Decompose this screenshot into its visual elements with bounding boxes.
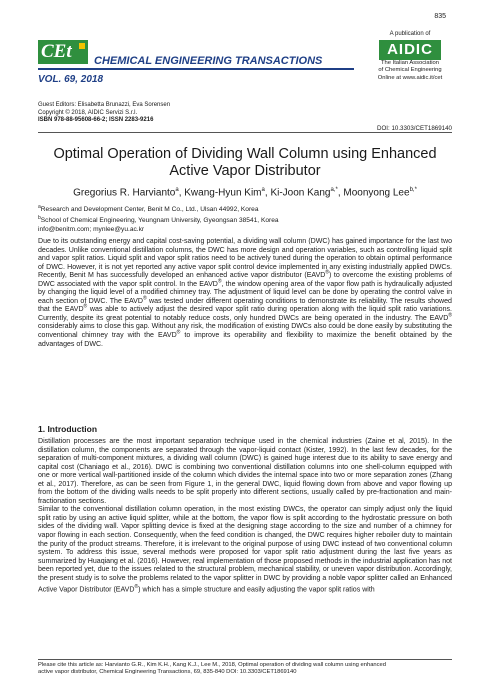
publication-of-label: A publication of	[389, 31, 431, 37]
affiliation: $^a$Research and Development Center, Benit M Co., Ltd., Ulsan 44992, Korea	[38, 204, 259, 214]
header-rule	[38, 68, 354, 70]
abstract: Due to its outstanding energy and capital cost-saving potential, a dividing wall column (DWC) has gained importance for the last two decades. Unlike conventional distillation columns, the DWC has more design and operation variables, such as controlling liquid split and vapor split ratios. Liquid split and vapor split ratios need to be actively tuned during the operation to obtain optimal performance of DWC. However, it is not yet reported any active vapor split control device implemented in any existing industrially applied DWCs. Recently, Benit M has successfully developed an enhanced active vapor distributor (EAVD®) to overcome the existing problems of DWC associated with the vapor split control. In the EAVD®, the window opening area of the vapor flow path is hydraulically adjusted by changing the liquid level of a modified chimney tray. The adjustment of liquid level can be done by operating the control valve in each section of DWC. The EAVD® was tested under different operating conditions to demonstrate its reliability. The results showed that the EAVD® was able to actively adjust the desired vapor split ratio during operation along with the liquid split ratio variations. Currently, despite its great potential to notably reduce costs, only hundred DWCs are being operated in the industry. The EAVD® considerably aims to close this gap. Without any risk, the modification of existing DWCs also could be done easily by substituting the conventional chimney tray with the EAVD® to improve its operability and flexibility to maximize the benefit obtained by the advantages of DWC.	[38, 238, 453, 348]
author-name: Moonyong Lee	[343, 187, 410, 199]
doi: DOI: 10.3303/CET1869140	[377, 125, 452, 132]
paragraph: Similar to the conventional distillation column operation, in the most existing DWCs, the operator can simply adjust only the liquid split ratio by using an active liquid splitter, while at the bottom, the vapor flow is split according to the hydrostatic pressure on both sides of the dividing wall. Vapor splitting device is fixed at the designing stage according to the size and number of a chimney for vapor flowing in each section. Consequently, when the feed condition is changed, the DWC requires higher reboiler duty to maintain the purity of the product streams. Therefore, it is irrelevant to the original purpose of using DWC instead of two conventional column system. To address this issue, several methods were proposed for vapor split ratio adjustment during the last five years as summarized by Huaqiang et al. (2016). However, real implementation of those proposed methods in the industrial application has not been reported yet, due to the issues related to the structural problem, mechanical stability, or uneven vapor distribution. Accordingly, the present study is to solve the problems related to the vapor splitter in DWC by providing a noble vapor splitter called an Enhanced Active Vapor Distributor (EAVD®) which has a simple structure and easily adjusting the vapor split ratios with	[38, 506, 452, 594]
paper-title	[38, 146, 452, 180]
editors-block	[38, 102, 170, 125]
author-list: Gregorius R. Harvianto$^a$, Kwang-Hyun Kim$^a$, Ki-Joon Kang$^{a,*}$, Moonyong Lee$^{b,*}$	[73, 187, 417, 199]
author-name: Gregorius R. Harvianto	[73, 187, 176, 199]
email-link[interactable]: info@benitm.com; mynlee@yu.ac.kr	[38, 225, 145, 233]
paragraph: Distillation processes are the most important separation technique used in the chemical industries (Zaine et al, 2015). In the distillation column, the components are separated through the vapor-liquid contact (Kister, 1992). In the last few decades, for the separation of multi-component mixtures, a dividing wall column (DWC) is gained huge interest due to its ability to save energy and capital cost (Chaniago et al., 2016). DWC is combining two conventional distillation columns into one shell-column equipped with one or more vertical wall-partitioned inside of the column which divides the internal space into two or more separation zones (Zhang et al., 2017). Therefore, as can be seen from Figure 1, in the general DWC, liquid flowing down from above and vapor flowing up from the bottom of the dividing walls needs to be split properly into different sections, usually called by pre-fractionation and main-fractionation sections.	[38, 438, 452, 505]
logo-accent-square	[79, 43, 85, 49]
author-sup: a	[175, 187, 179, 193]
publisher-line: of Chemical Engineering	[378, 67, 442, 74]
author-name: Ki-Joon Kang	[270, 187, 331, 199]
journal-title: CHEMICAL ENGINEERING TRANSACTIONS	[94, 55, 323, 67]
author-name: Kwang-Hyun Kim	[184, 187, 262, 199]
author-sup: a,*	[330, 187, 338, 193]
affiliations	[38, 203, 279, 234]
citation-footer	[38, 662, 452, 677]
publisher-block	[368, 30, 452, 82]
affiliation: $^b$School of Chemical Engineering, Yeungnam University, Gyeongsan 38541, Korea	[38, 215, 279, 225]
volume-label: VOL. 69, 2018	[38, 74, 104, 85]
guest-editors: Guest Editors: Elisabetta Brunazzi, Eva Sorensen	[38, 102, 171, 108]
cet-logo-text: CEt	[41, 41, 72, 62]
publisher-line: The Italian Association	[380, 60, 439, 66]
footer-divider	[38, 659, 452, 660]
author-sup: b,*	[409, 187, 417, 193]
aidic-logo: AIDIC	[379, 40, 441, 60]
introduction-body	[38, 438, 452, 595]
isbn-issn: ISBN 978-88-95608-66-2; ISSN 2283-9216	[38, 117, 154, 124]
publisher-url: Online at www.aidic.it/cet	[377, 74, 443, 81]
divider	[38, 132, 452, 133]
title-line: Optimal Operation of Dividing Wall Column using Enhanced	[53, 146, 437, 162]
copyright: Copyright © 2018, AIDIC Servizi S.r.l.	[38, 109, 138, 116]
citation-line: active vapor distributor, Chemical Engineering Transactions, 69, 835-840 DOI: 10.3303/CET1869140	[38, 669, 297, 676]
section-heading: 1. Introduction	[38, 424, 98, 434]
title-line: Active Vapor Distributor	[169, 163, 321, 179]
cet-logo	[38, 40, 88, 64]
citation-line: Please cite this article as: Harvianto G.R., Kim K.H., Kang K.J., Lee M., 2018, Optimal operation of dividing wall column using enhanced	[38, 662, 386, 668]
page-number: 835	[434, 13, 446, 20]
author-sup: a	[261, 187, 265, 193]
